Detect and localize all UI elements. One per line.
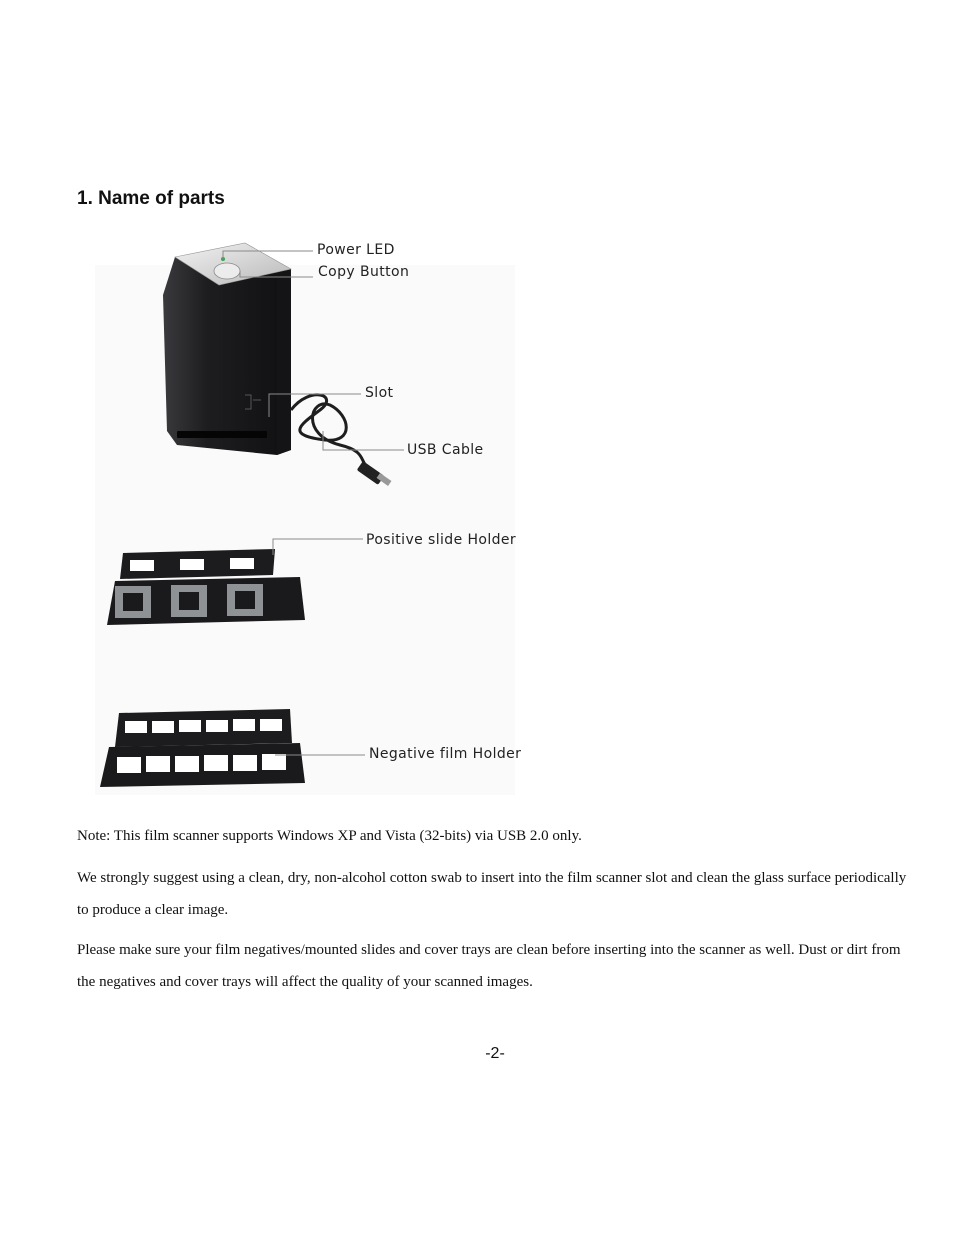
page-number: -2-: [485, 1045, 505, 1062]
negative-film-holder-shape: [100, 709, 305, 787]
callout-slot: Slot: [365, 385, 394, 401]
dust-paragraph: Please make sure your film negatives/mounted slides and cover trays are clean before inserting into the scanner as well. Dust or dirt from the negatives and cover trays will affect the quality of your scanned images.: [77, 942, 901, 990]
callout-usb-cable: USB Cable: [407, 442, 484, 458]
callout-negative-film-holder: Negative film Holder: [369, 746, 522, 762]
parts-figure: [95, 235, 525, 795]
film-slot-shape: [177, 431, 267, 438]
callout-power-led: Power LED: [317, 242, 395, 258]
section-title: 1. Name of parts: [77, 188, 225, 209]
scanner-device: [163, 243, 291, 455]
callout-positive-slide-holder: Positive slide Holder: [366, 532, 517, 548]
cleaning-paragraph: We strongly suggest using a clean, dry, non-alcohol cotton swab to insert into the film scanner slot and clean the glass surface periodically to produce a clear image.: [77, 870, 907, 918]
parts-illustration: [95, 235, 525, 795]
copy-button-shape: [214, 263, 240, 279]
callout-copy-button: Copy Button: [318, 264, 410, 280]
note-paragraph: Note: This film scanner supports Windows XP and Vista (32-bits) via USB 2.0 only.: [77, 828, 582, 844]
